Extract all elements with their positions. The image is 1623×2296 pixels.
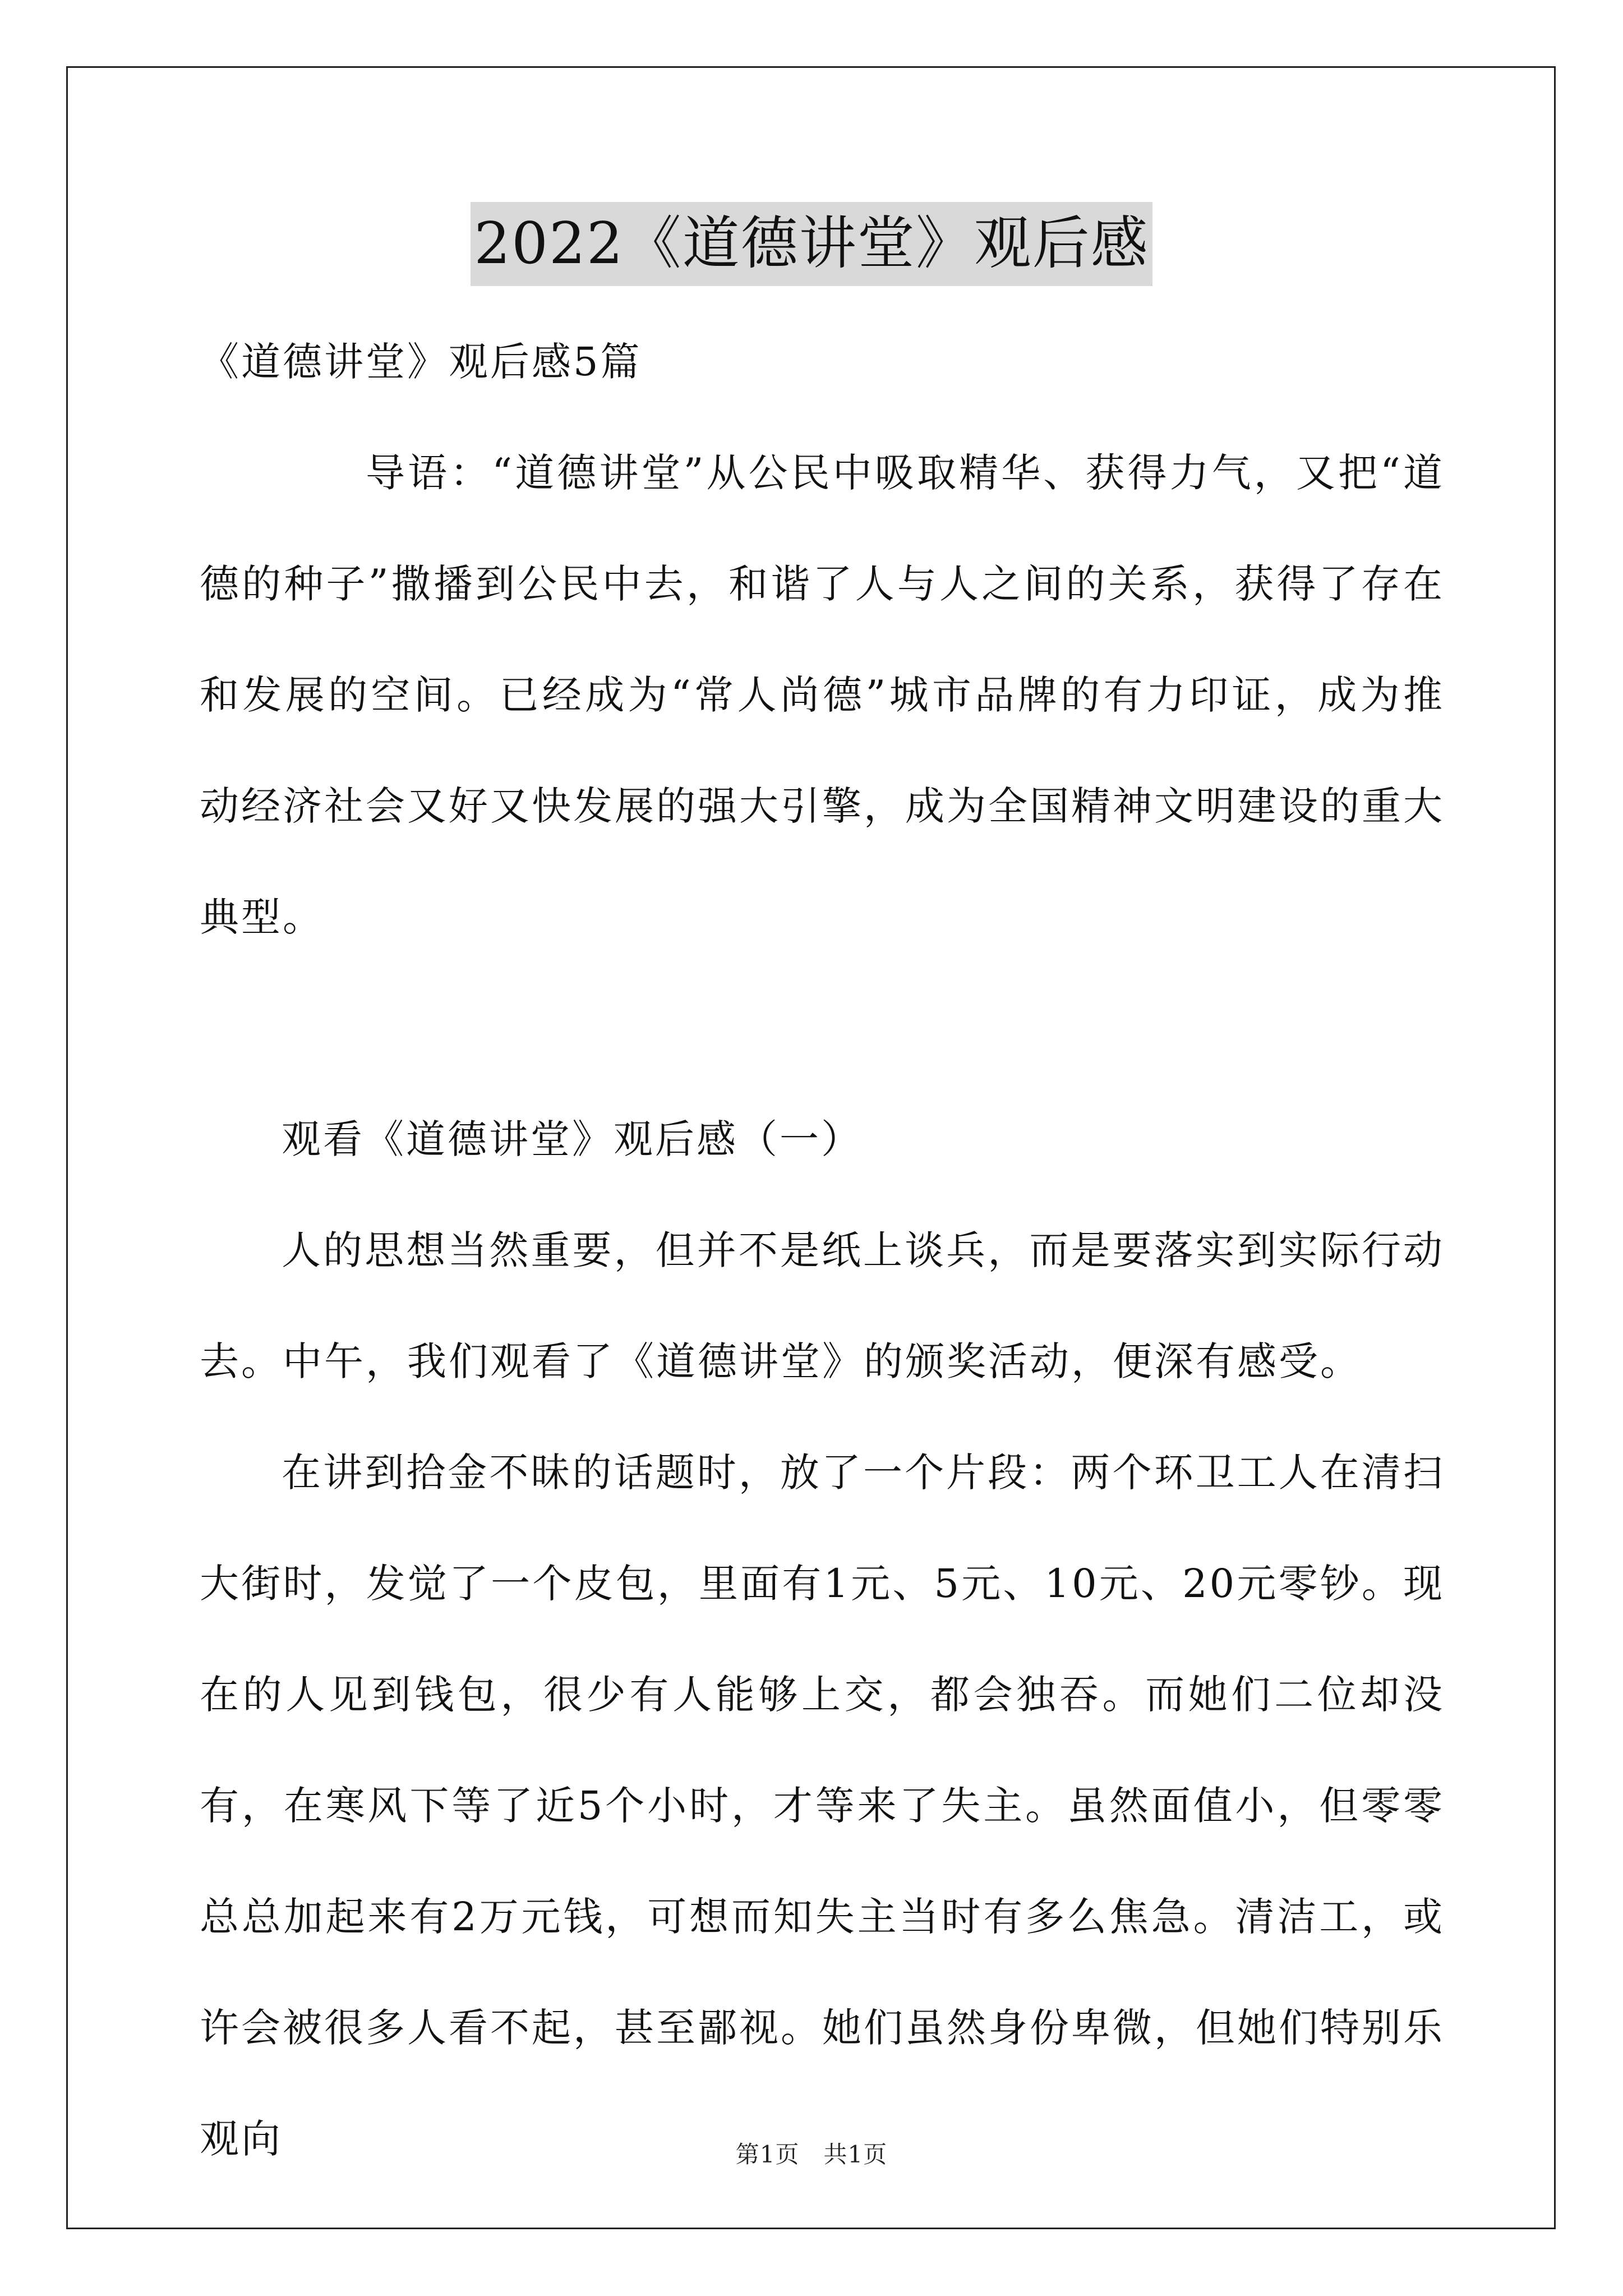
page-footer: 第1页 共1页	[735, 2141, 888, 2168]
document-body	[200, 306, 1445, 2194]
intro-paragraph: 导语：“道德讲堂”从公民中吸取精华、获得力气，又把“道德的种子”撒播到公民中去，和谐了人与人之间的关系，获得了存在和发展的空间。已经成为“常人尚德”城市品牌的有力印证，成为推动经济社会又好又快发展的强大引擎，成为全国精神文明建设的重大典型。	[200, 450, 1445, 940]
document-subtitle: 《道德讲堂》观后感5篇	[200, 339, 642, 385]
body-paragraph: 人的思想当然重要，但并不是纸上谈兵，而是要落实到实际行动去。中午，我们观看了《道德讲堂》的颁奖活动，便深有感受。	[200, 1227, 1445, 1384]
section-heading: 观看《道德讲堂》观后感（一）	[282, 1116, 863, 1162]
body-paragraph: 在讲到拾金不昧的话题时，放了一个片段：两个环卫工人在清扫大街时，发觉了一个皮包，里面有1元、5元、10元、20元零钞。现在的人见到钱包，很少有人能够上交，都会独吞。而她们二位却没有，在寒风下等了近5个小时，才等来了失主。虽然面值小，但零零总总加起来有2万元钱，可想而知失主当时有多么焦急。清洁工，或许会被很多人看不起，甚至鄙视。她们虽然身份卑微，但她们特别乐观向	[200, 1450, 1445, 2162]
document-title: 2022《道德讲堂》观后感	[471, 202, 1152, 286]
title-container	[0, 202, 1623, 286]
paragraph-spacer	[200, 973, 1445, 1084]
